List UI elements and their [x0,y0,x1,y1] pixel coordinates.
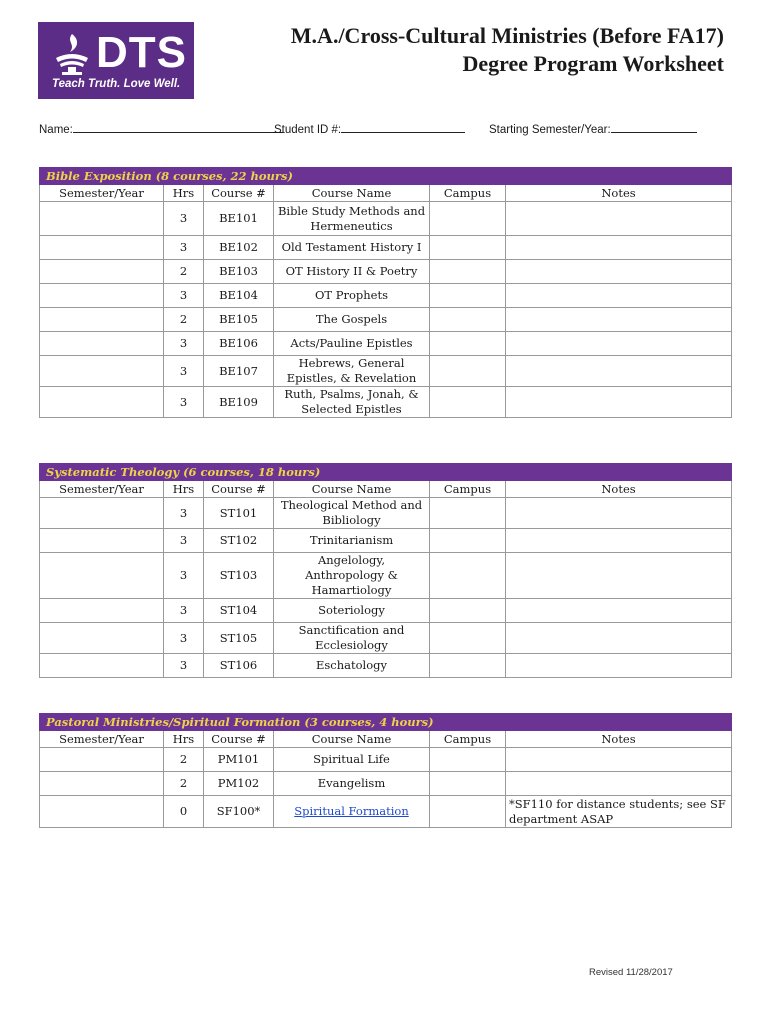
course-number-cell: BE102 [204,236,274,260]
course-name-cell: Ruth, Psalms, Jonah, & Selected Epistles [274,387,430,418]
notes-cell[interactable] [506,260,732,284]
course-number-cell: ST103 [204,553,274,599]
campus-cell[interactable] [430,202,506,236]
notes-cell[interactable] [506,202,732,236]
starting-semester-field[interactable] [489,121,697,136]
column-header-row [40,185,732,202]
course-number-cell: SF100* [204,796,274,828]
starting-semester-label: Starting Semester/Year: [489,124,611,136]
semester-cell[interactable] [40,308,164,332]
col-course-number: Course # [204,481,274,498]
table-row [40,332,732,356]
hrs-cell: 3 [164,529,204,553]
campus-cell[interactable] [430,387,506,418]
campus-cell[interactable] [430,654,506,678]
campus-cell[interactable] [430,284,506,308]
table-row [40,748,732,772]
notes-cell[interactable] [506,529,732,553]
hrs-cell: 3 [164,332,204,356]
course-name-cell: Hebrews, General Epistles, & Revelation [274,356,430,387]
col-campus: Campus [430,481,506,498]
title-line-2: Degree Program Worksheet [462,51,724,76]
notes-cell[interactable] [506,772,732,796]
table-row [40,498,732,529]
col-notes: Notes [506,481,732,498]
spiritual-formation-link[interactable]: Spiritual Formation [294,804,409,818]
hrs-cell: 2 [164,260,204,284]
section-title: Systematic Theology (6 courses, 18 hours) [40,464,732,481]
table-row [40,654,732,678]
campus-cell[interactable] [430,553,506,599]
course-number-cell: ST105 [204,623,274,654]
table-row [40,356,732,387]
title-line-1: M.A./Cross-Cultural Ministries (Before FA17) [290,23,724,48]
section-header-row [40,714,732,731]
course-name-cell: Theological Method and Bibliology [274,498,430,529]
campus-cell[interactable] [430,308,506,332]
table-row [40,772,732,796]
table-row [40,284,732,308]
campus-cell[interactable] [430,332,506,356]
course-number-cell: ST106 [204,654,274,678]
table-row [40,387,732,418]
course-name-cell: Angelology, Anthropology & Hamartiology [274,553,430,599]
course-name-cell: OT Prophets [274,284,430,308]
course-number-cell: PM101 [204,748,274,772]
col-course-number: Course # [204,185,274,202]
campus-cell[interactable] [430,498,506,529]
semester-cell[interactable] [40,332,164,356]
notes-cell[interactable] [506,553,732,599]
hrs-cell: 3 [164,553,204,599]
notes-cell[interactable] [506,599,732,623]
campus-cell[interactable] [430,529,506,553]
table-row [40,260,732,284]
student-id-field[interactable] [274,121,465,136]
campus-cell[interactable] [430,623,506,654]
course-number-cell: BE107 [204,356,274,387]
semester-cell[interactable] [40,498,164,529]
hrs-cell: 3 [164,654,204,678]
semester-cell[interactable] [40,796,164,828]
hrs-cell: 3 [164,236,204,260]
semester-cell[interactable] [40,260,164,284]
name-label: Name: [39,124,73,136]
col-course-name: Course Name [274,185,430,202]
notes-cell[interactable] [506,654,732,678]
col-notes: Notes [506,185,732,202]
col-notes: Notes [506,731,732,748]
student-id-label: Student ID #: [274,124,342,136]
section-title: Bible Exposition (8 courses, 22 hours) [40,168,732,185]
campus-cell[interactable] [430,748,506,772]
notes-cell[interactable]: *SF110 for distance students; see SF department ASAP [506,796,732,828]
col-course-name: Course Name [274,731,430,748]
col-hrs: Hrs [164,731,204,748]
student-id-line[interactable] [341,121,465,133]
course-name-cell: Evangelism [274,772,430,796]
table-row [40,202,732,236]
revised-date: Revised 11/28/2017 [589,967,673,978]
course-number-cell: BE103 [204,260,274,284]
notes-cell[interactable] [506,748,732,772]
semester-cell[interactable] [40,623,164,654]
semester-cell[interactable] [40,553,164,599]
page-title [291,22,724,78]
campus-cell[interactable] [430,260,506,284]
hrs-cell: 2 [164,772,204,796]
campus-cell[interactable] [430,236,506,260]
hrs-cell: 3 [164,202,204,236]
hrs-cell: 3 [164,356,204,387]
hrs-cell: 3 [164,599,204,623]
bible-exposition-table [39,167,732,418]
semester-cell[interactable] [40,356,164,387]
col-semester: Semester/Year [40,185,164,202]
course-number-cell: BE105 [204,308,274,332]
semester-cell[interactable] [40,654,164,678]
hrs-cell: 3 [164,284,204,308]
semester-cell[interactable] [40,284,164,308]
hrs-cell: 0 [164,796,204,828]
course-name-cell: Sanctification and Ecclesiology [274,623,430,654]
semester-cell[interactable] [40,529,164,553]
course-number-cell: BE101 [204,202,274,236]
section-header-row [40,464,732,481]
course-name-cell: Acts/Pauline Epistles [274,332,430,356]
course-name-cell: Trinitarianism [274,529,430,553]
hrs-cell: 3 [164,623,204,654]
table-row [40,623,732,654]
logo-tagline: Teach Truth. Love Well. [52,78,181,90]
course-name-cell: Spiritual Life [274,748,430,772]
name-field[interactable] [39,121,283,136]
notes-cell[interactable] [506,284,732,308]
table-row [40,599,732,623]
column-header-row [40,731,732,748]
course-name-cell: Bible Study Methods and Hermeneutics [274,202,430,236]
table-row [40,553,732,599]
hrs-cell: 3 [164,498,204,529]
col-hrs: Hrs [164,185,204,202]
col-campus: Campus [430,731,506,748]
campus-cell[interactable] [430,796,506,828]
course-number-cell: ST104 [204,599,274,623]
dts-logo [38,22,194,99]
course-number-cell: BE106 [204,332,274,356]
course-name-cell [274,796,430,828]
col-semester: Semester/Year [40,481,164,498]
semester-cell[interactable] [40,599,164,623]
table-row [40,529,732,553]
semester-cell[interactable] [40,236,164,260]
notes-cell[interactable] [506,308,732,332]
semester-cell[interactable] [40,202,164,236]
lamp-logo-icon [52,32,92,76]
col-course-number: Course # [204,731,274,748]
systematic-theology-table [39,463,732,678]
course-name-cell: OT History II & Poetry [274,260,430,284]
semester-cell[interactable] [40,748,164,772]
col-campus: Campus [430,185,506,202]
semester-cell[interactable] [40,387,164,418]
table-row [40,236,732,260]
hrs-cell: 2 [164,748,204,772]
section-header-row [40,168,732,185]
section-title: Pastoral Ministries/Spiritual Formation (3 courses, 4 hours) [40,714,732,731]
name-line[interactable] [73,121,283,133]
course-name-cell: Old Testament History I [274,236,430,260]
course-name-cell: Soteriology [274,599,430,623]
course-number-cell: ST101 [204,498,274,529]
notes-cell[interactable] [506,498,732,529]
column-header-row [40,481,732,498]
course-number-cell: PM102 [204,772,274,796]
course-name-cell: The Gospels [274,308,430,332]
starting-semester-line[interactable] [611,121,697,133]
notes-cell[interactable] [506,236,732,260]
campus-cell[interactable] [430,356,506,387]
notes-cell[interactable] [506,387,732,418]
semester-cell[interactable] [40,772,164,796]
hrs-cell: 3 [164,387,204,418]
notes-cell[interactable] [506,623,732,654]
logo-text: DTS [96,28,187,77]
notes-cell[interactable] [506,332,732,356]
hrs-cell: 2 [164,308,204,332]
pastoral-ministries-table [39,713,732,828]
table-row [40,308,732,332]
course-number-cell: BE109 [204,387,274,418]
notes-cell[interactable] [506,356,732,387]
campus-cell[interactable] [430,772,506,796]
campus-cell[interactable] [430,599,506,623]
col-hrs: Hrs [164,481,204,498]
course-name-cell: Eschatology [274,654,430,678]
table-row [40,796,732,828]
course-number-cell: BE104 [204,284,274,308]
course-number-cell: ST102 [204,529,274,553]
col-course-name: Course Name [274,481,430,498]
col-semester: Semester/Year [40,731,164,748]
